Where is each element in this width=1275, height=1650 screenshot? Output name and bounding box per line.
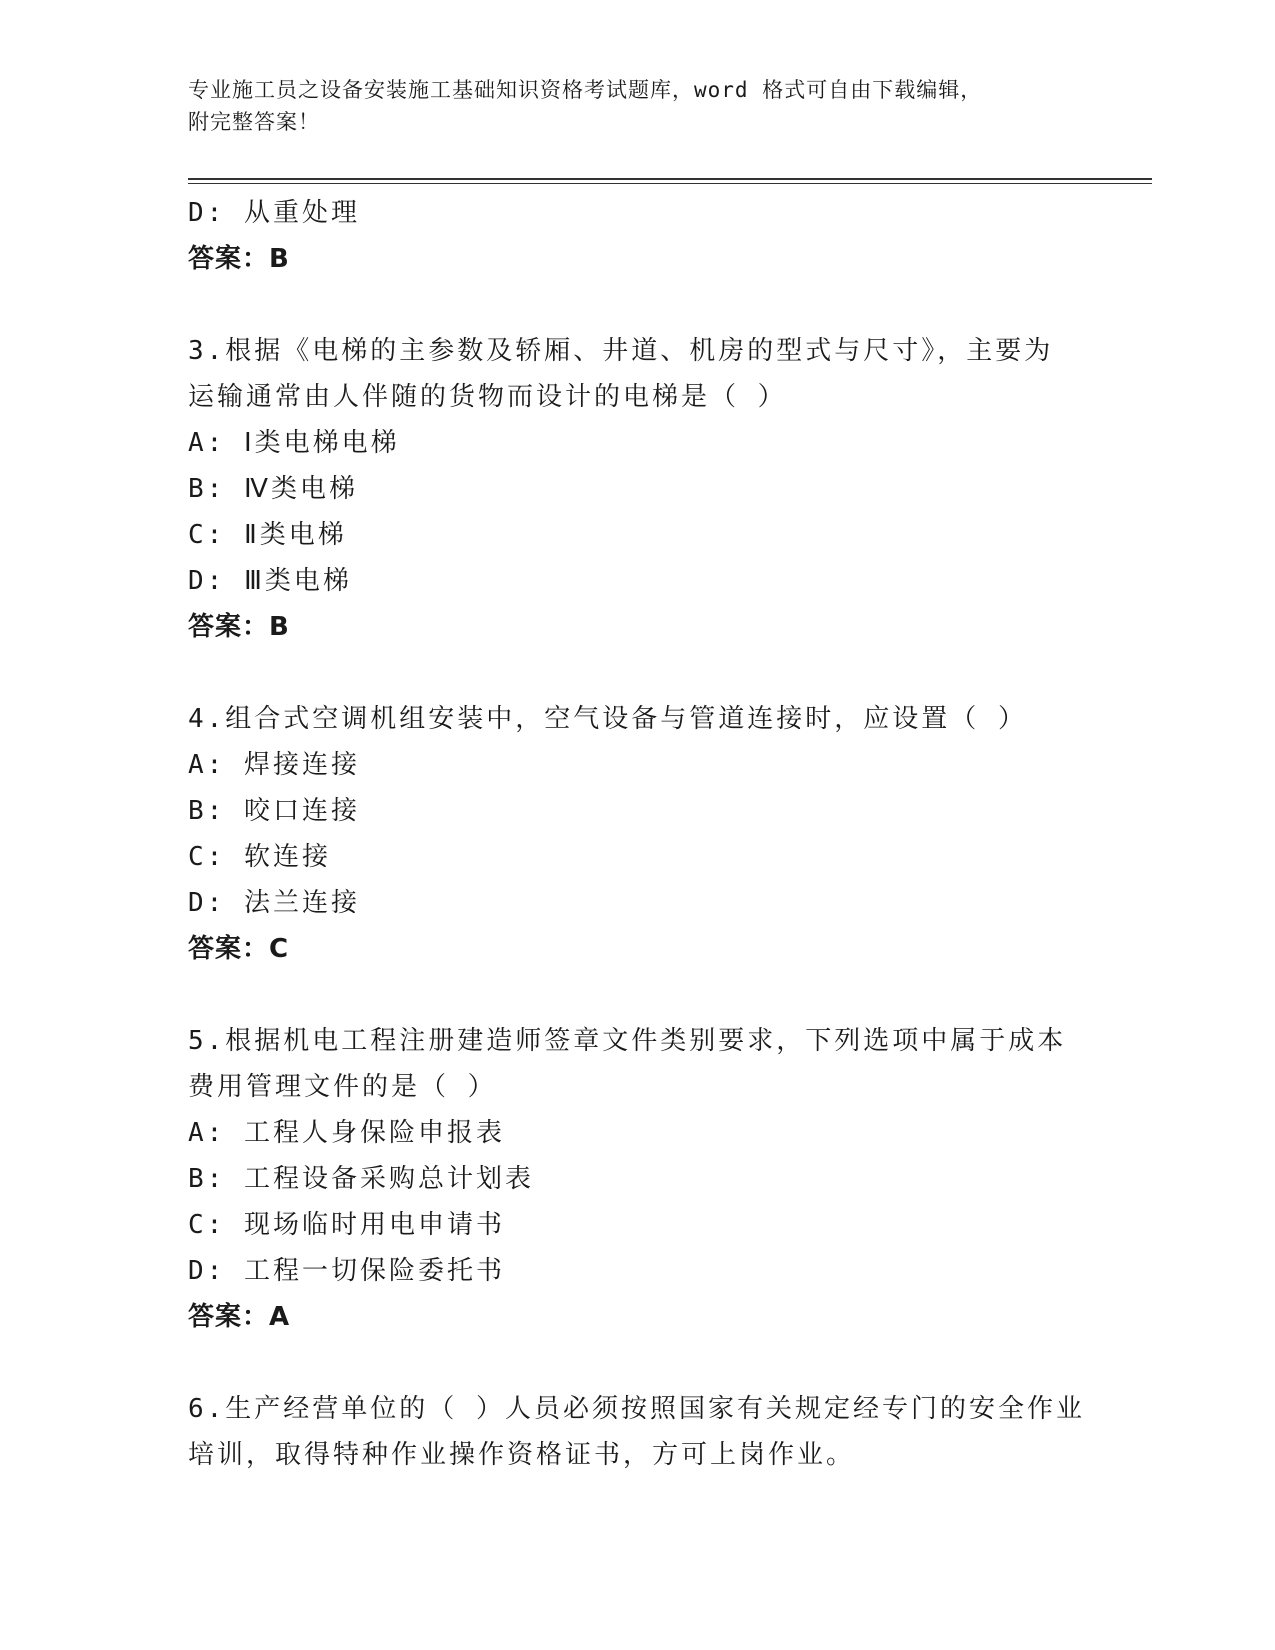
option-c: C: Ⅱ类电梯 <box>188 520 347 550</box>
question-stem-cont: 培训，取得特种作业操作资格证书，方可上岗作业。 <box>188 1440 856 1470</box>
header-line-2: 附完整答案！ <box>188 110 320 134</box>
option-c: C: 软连接 <box>188 842 331 872</box>
answer-line: 答案：B <box>188 244 290 274</box>
option-b: B: 咬口连接 <box>188 796 360 826</box>
option-b: B: 工程设备采购总计划表 <box>188 1164 534 1194</box>
question-block-prev <box>188 190 1088 282</box>
question-block-4 <box>188 696 1088 972</box>
header-line-1: 专业施工员之设备安装施工基础知识资格考试题库，word 格式可自由下载编辑， <box>188 78 983 102</box>
question-block-5 <box>188 1018 1088 1340</box>
option-d: D: Ⅲ类电梯 <box>188 566 352 596</box>
question-stem: 3.根据《电梯的主参数及轿厢、井道、机房的型式与尺寸》，主要为 <box>188 336 1054 366</box>
question-stem: 6.生产经营单位的（ ）人员必须按照国家有关规定经专门的安全作业 <box>188 1394 1085 1424</box>
question-stem: 4.组合式空调机组安装中，空气设备与管道连接时，应设置（ ） <box>188 704 1027 734</box>
question-block-6 <box>188 1386 1088 1478</box>
option-a: A: 焊接连接 <box>188 750 360 780</box>
header-divider <box>188 178 1152 180</box>
option-a: A: Ⅰ类电梯电梯 <box>188 428 400 458</box>
spacer <box>188 282 1088 328</box>
option-c: C: 现场临时用电申请书 <box>188 1210 505 1240</box>
spacer <box>188 1340 1088 1386</box>
option-d: D: 法兰连接 <box>188 888 360 918</box>
question-stem-cont: 运输通常由人伴随的货物而设计的电梯是（ ） <box>188 382 787 412</box>
option-d: D: 工程一切保险委托书 <box>188 1256 505 1286</box>
answer-line: 答案：B <box>188 612 290 642</box>
answer-line: 答案：A <box>188 1302 291 1332</box>
question-stem: 5.根据机电工程注册建造师签章文件类别要求，下列选项中属于成本 <box>188 1026 1067 1056</box>
question-list <box>188 190 1088 1478</box>
option-a: A: 工程人身保险申报表 <box>188 1118 505 1148</box>
answer-line: 答案：C <box>188 934 290 964</box>
header-divider-thin <box>188 183 1152 184</box>
question-block-3 <box>188 328 1088 650</box>
spacer <box>188 650 1088 696</box>
page-header <box>188 74 1108 138</box>
option-b: B: Ⅳ类电梯 <box>188 474 358 504</box>
spacer <box>188 972 1088 1018</box>
option-d: D: 从重处理 <box>188 198 360 228</box>
question-stem-cont: 费用管理文件的是（ ） <box>188 1072 497 1102</box>
